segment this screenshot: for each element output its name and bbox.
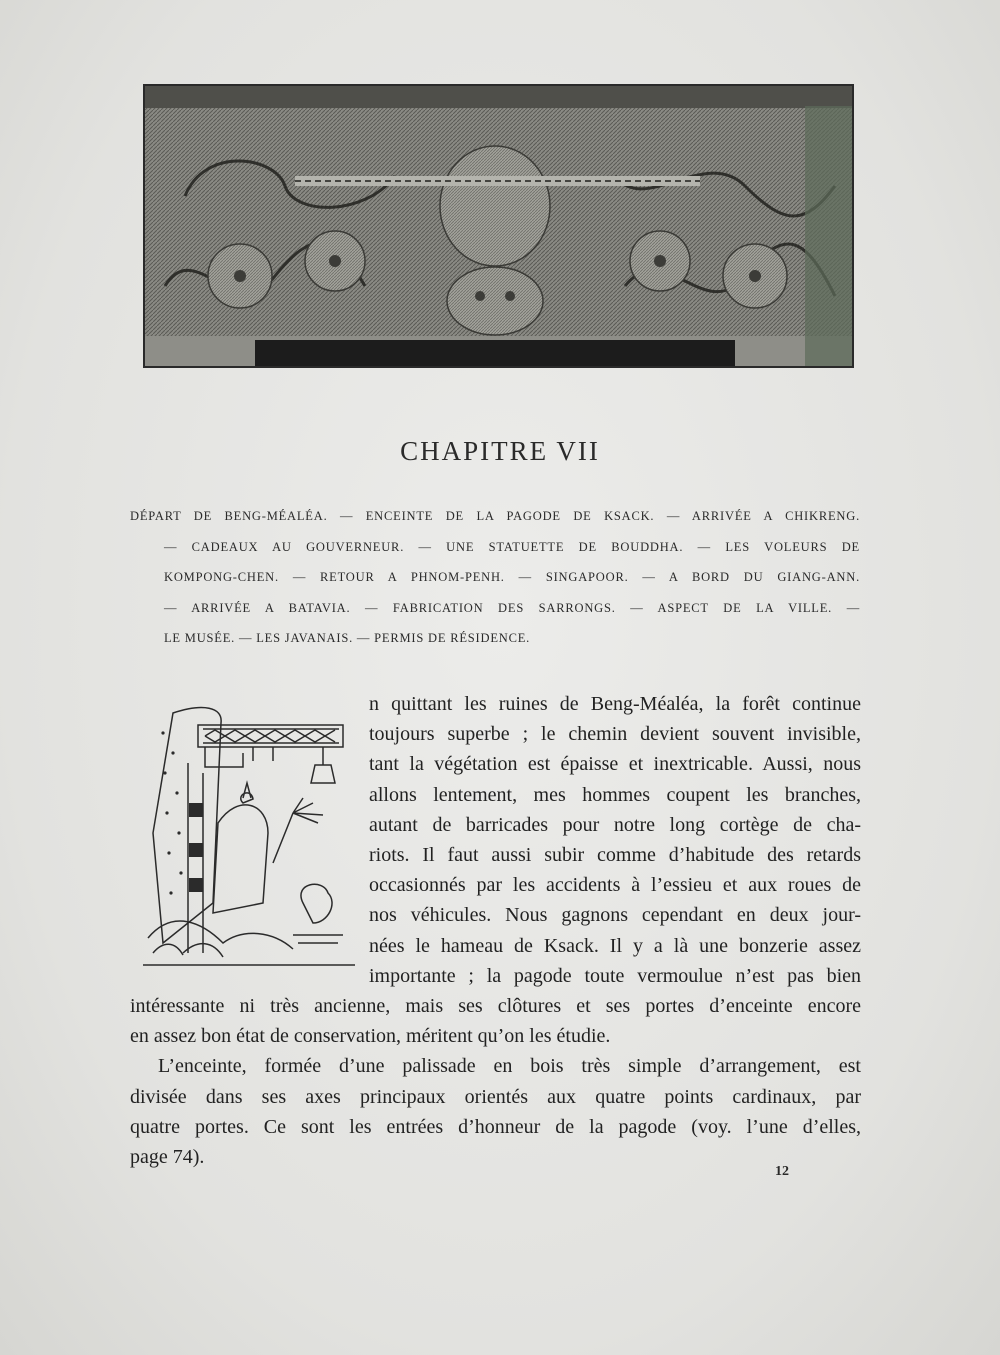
summary-line: KOMPONG-CHEN. — RETOUR A PHNOM-PENH. — SINGAPOOR. — A BORD DU GIANG-ANN. <box>164 570 860 584</box>
summary-line: DÉPART DE BENG-MÉALÉA. — ENCEINTE DE LA PAGODE DE KSACK. — ARRIVÉE A CHIKRENG. <box>130 509 860 523</box>
body-text <box>130 689 861 1172</box>
text-line: riots. Il faut aussi subir comme d’habitude des retards <box>369 844 861 867</box>
text-line: nées le hameau de Ksack. Il y a là une bonzerie assez <box>369 934 861 957</box>
text-line: L’enceinte, formée d’une palissade en bois très simple d’arrangement, est <box>158 1055 861 1078</box>
summary-line: — ARRIVÉE A BATAVIA. — FABRICATION DES SARRONGS. — ASPECT DE LA VILLE. — <box>164 600 860 615</box>
text-line: intéressante ni très ancienne, mais ses clôtures et ses portes d’enceinte encore <box>130 995 861 1018</box>
summary-line: — CADEAUX AU GOUVERNEUR. — UNE STATUETTE DE BOUDDHA. — LES VOLEURS DE <box>164 539 860 554</box>
chapter-title: CHAPITRE VII <box>400 436 600 466</box>
text-line: importante ; la pagode toute vermoulue n’est pas bien <box>369 964 861 987</box>
text-line: n quittant les ruines de Beng-Méaléa, la forêt continue <box>369 693 861 715</box>
text-line: page 74). <box>130 1146 205 1169</box>
summary-line: LE MUSÉE. — LES JAVANAIS. — PERMIS DE RÉSIDENCE. <box>164 631 531 645</box>
text-line: occasionnés par les accidents à l’essieu et aux roues de <box>369 874 861 897</box>
carved-lintel-illustration <box>143 84 854 368</box>
page-number: 12 <box>775 1164 789 1179</box>
text-line: tant la végétation est épaisse et inextricable. Aussi, nous <box>369 753 861 776</box>
chapter-summary <box>130 501 860 654</box>
text-line: nos véhicules. Nous gagnons cependant en deux jour- <box>369 904 861 927</box>
paragraph <box>130 689 861 1051</box>
text-line: quatre portes. Ce sont les entrées d’honneur de la pagode (voy. l’une d’elles, <box>130 1115 861 1138</box>
text-line: autant de barricades pour notre long cortège de cha- <box>369 813 861 836</box>
text-line: en assez bon état de conservation, méritent qu’on les étudie. <box>130 1025 611 1048</box>
text-line: allons lentement, mes hommes coupent les branches, <box>369 783 861 806</box>
text-line: toujours superbe ; le chemin devient souvent invisible, <box>369 723 861 746</box>
paragraph <box>130 1051 861 1172</box>
text-line: divisée dans ses axes principaux orientés aux quatre points cardinaux, par <box>130 1085 861 1108</box>
